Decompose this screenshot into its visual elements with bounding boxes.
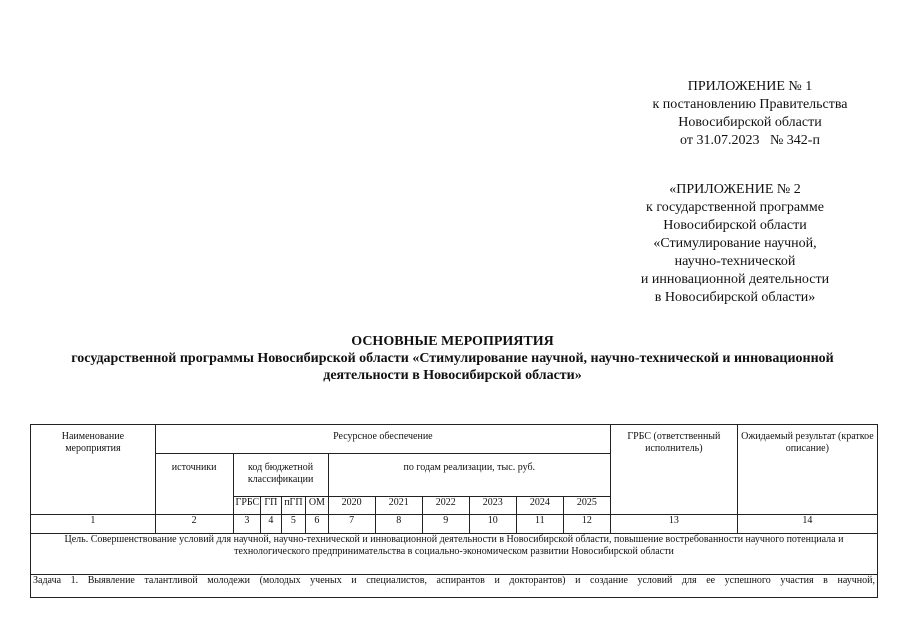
column-number: 9 bbox=[422, 515, 469, 534]
appendix-1-line: к постановлению Правительства bbox=[652, 97, 848, 112]
appendix-1-line: Новосибирской области bbox=[678, 115, 822, 130]
header-year: 2024 bbox=[516, 497, 563, 515]
task-row bbox=[31, 575, 878, 598]
column-number: 4 bbox=[261, 515, 281, 534]
title-line-2: государственной программы Новосибирской области «Стимулирование научной, научно-технической и инновационной bbox=[71, 351, 834, 366]
document-title bbox=[20, 333, 885, 384]
header-row-1 bbox=[31, 425, 878, 454]
appendix-2-line: к государственной программе bbox=[646, 200, 824, 215]
header-event-name: Наименование мероприятия bbox=[31, 425, 156, 515]
header-resources: Ресурсное обеспечение bbox=[155, 425, 610, 454]
appendix-2-line: Новосибирской области bbox=[663, 218, 807, 233]
appendix-2-line: научно-технической bbox=[674, 254, 796, 269]
column-number: 3 bbox=[233, 515, 261, 534]
task-text: Задача 1. Выявление талантливой молодежи (молодых ученых и специалистов, аспирантов и докторантов) и создание условий для ее успешного участия в научной, bbox=[31, 575, 878, 598]
header-year: 2022 bbox=[422, 497, 469, 515]
goal-row bbox=[31, 534, 878, 575]
column-number: 12 bbox=[563, 515, 610, 534]
column-number: 13 bbox=[610, 515, 737, 534]
header-year: 2020 bbox=[328, 497, 375, 515]
column-number: 14 bbox=[737, 515, 877, 534]
column-number: 8 bbox=[375, 515, 422, 534]
title-line-1: ОСНОВНЫЕ МЕРОПРИЯТИЯ bbox=[351, 334, 554, 349]
header-year: 2023 bbox=[469, 497, 516, 515]
header-grbs: ГРБС (ответственный исполнитель) bbox=[610, 425, 737, 515]
column-number: 11 bbox=[516, 515, 563, 534]
header-sources: источники bbox=[155, 454, 233, 515]
appendix-1-line: ПРИЛОЖЕНИЕ № 1 bbox=[687, 79, 813, 94]
header-by-years: по годам реализации, тыс. руб. bbox=[328, 454, 610, 497]
appendix-2-line: в Новосибирской области» bbox=[654, 290, 816, 305]
header-code-gp: ГП bbox=[261, 497, 281, 515]
column-number: 1 bbox=[31, 515, 156, 534]
appendix-2-line: «ПРИЛОЖЕНИЕ № 2 bbox=[669, 182, 801, 197]
header-year: 2025 bbox=[563, 497, 610, 515]
column-number: 7 bbox=[328, 515, 375, 534]
goal-text: Цель. Совершенствование условий для научной, научно-технической и инновационной деятельности в Новосибирской области, повышение востребованности научного потенциала и технологического предпринимательства в социально-экономическом развитии Новосибирской области bbox=[31, 534, 878, 575]
column-number: 6 bbox=[306, 515, 329, 534]
header-code-om: ОМ bbox=[306, 497, 329, 515]
title-line-3: деятельности в Новосибирской области» bbox=[323, 368, 582, 383]
header-code-pgp: пГП bbox=[281, 497, 306, 515]
main-events-table bbox=[30, 424, 878, 598]
column-number: 2 bbox=[155, 515, 233, 534]
appendix-1-line: от 31.07.2023 № 342-п bbox=[680, 133, 820, 148]
header-code-grbs: ГРБС bbox=[233, 497, 261, 515]
column-number: 10 bbox=[469, 515, 516, 534]
appendix-1-header bbox=[590, 78, 905, 150]
header-year: 2021 bbox=[375, 497, 422, 515]
appendix-2-line: «Стимулирование научной, bbox=[653, 236, 817, 251]
header-budget-code: код бюджетной классификации bbox=[233, 454, 328, 497]
appendix-2-header bbox=[575, 181, 895, 307]
appendix-2-line: и инновационной деятельности bbox=[640, 272, 830, 287]
column-number: 5 bbox=[281, 515, 306, 534]
column-number-row bbox=[31, 515, 878, 534]
header-expected-result: Ожидаемый результат (краткое описание) bbox=[737, 425, 877, 515]
